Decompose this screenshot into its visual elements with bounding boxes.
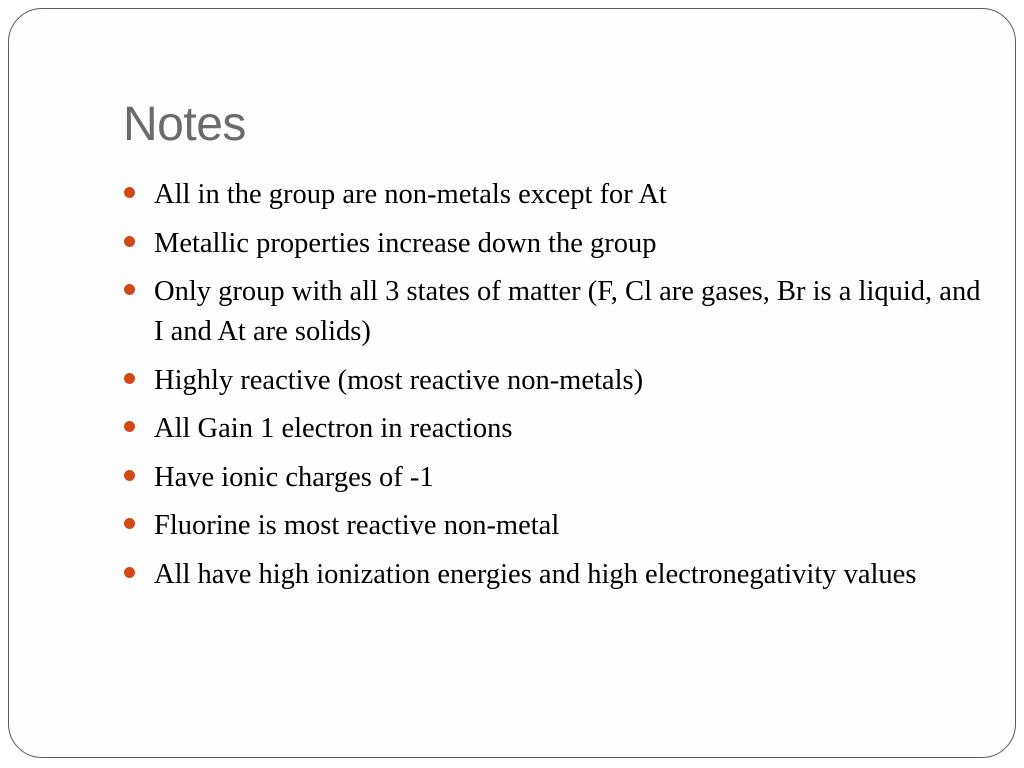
bullet-text: Metallic properties increase down the group (154, 227, 657, 259)
bullet-text: All in the group are non-metals except for At (154, 179, 667, 210)
bullet-item (123, 272, 983, 352)
bullet-list (123, 175, 983, 603)
bullet-item (123, 361, 983, 401)
bullet-text: Fluorine is most reactive non-metal (154, 510, 560, 541)
bullet-dot-icon (124, 187, 135, 198)
bullet-text: All Gain 1 electron in reactions (154, 413, 513, 444)
bullet-text: Highly reactive (most reactive non-metals) (154, 364, 644, 396)
bullet-dot-icon (124, 373, 135, 384)
bullet-item (123, 555, 983, 595)
bullet-text: Have ionic charges of -1 (154, 461, 434, 493)
bullet-dot-icon (124, 567, 135, 578)
bullet-dot-icon (124, 421, 135, 432)
bullet-dot-icon (124, 236, 135, 247)
slide-title: Notes (123, 98, 246, 151)
bullet-item (123, 175, 983, 215)
bullet-text: All have high ionization energies and high electronegativity values (154, 558, 917, 590)
bullet-item (123, 409, 983, 449)
bullet-item (123, 224, 983, 264)
bullet-item (123, 458, 983, 498)
bullet-dot-icon (124, 470, 135, 481)
bullet-dot-icon (124, 518, 135, 529)
bullet-item (123, 506, 983, 546)
bullet-dot-icon (124, 284, 135, 295)
slide (8, 8, 1016, 758)
bullet-text: Only group with all 3 states of matter (F, Cl are gases, Br is a liquid, and I and At are solids) (154, 276, 981, 347)
